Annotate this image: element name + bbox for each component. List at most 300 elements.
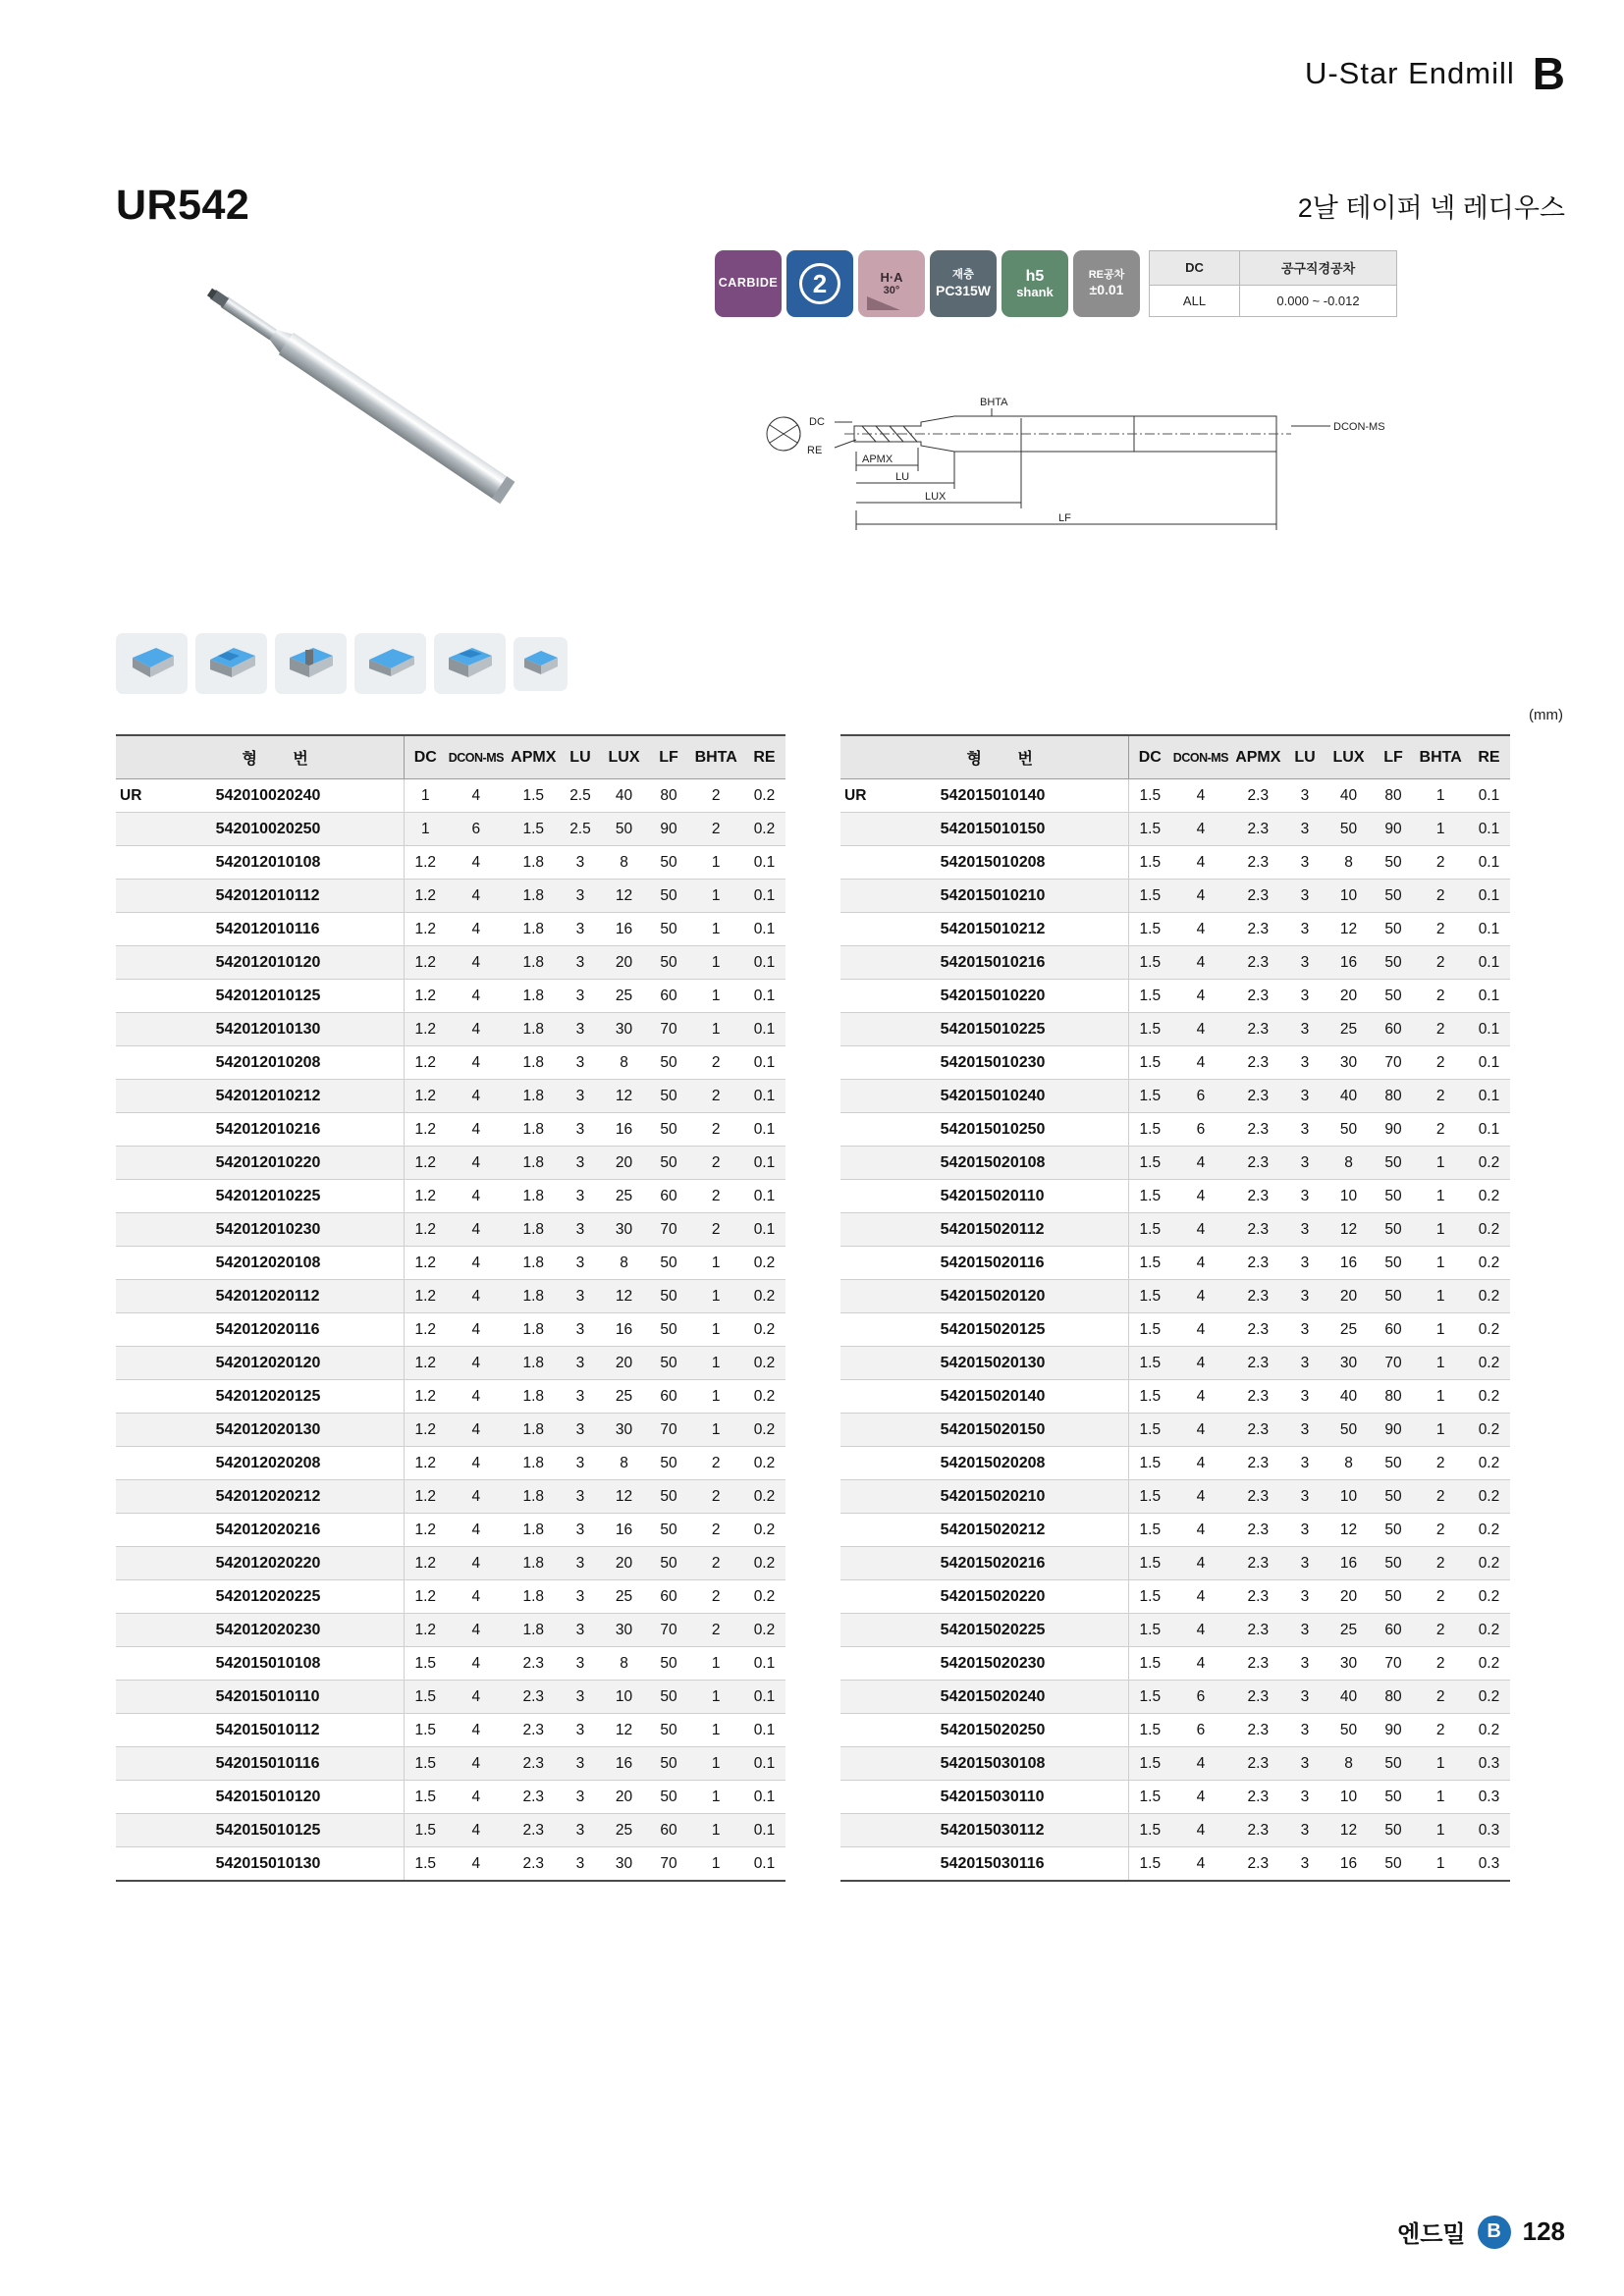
table-header-lf: LF xyxy=(649,735,689,779)
table-row xyxy=(840,1747,1510,1781)
table-row xyxy=(116,1414,785,1447)
cell-bhta: 1 xyxy=(1413,1313,1468,1347)
cell-bhta: 1 xyxy=(1413,1147,1468,1180)
row-prefix xyxy=(840,913,888,946)
cell-name: 542012020125 xyxy=(163,1380,405,1414)
cell-lux: 10 xyxy=(1324,1480,1373,1514)
cell-re: 0.1 xyxy=(1468,1113,1510,1147)
drawing-label-lux: LUX xyxy=(925,491,947,503)
cell-name: 542015010140 xyxy=(888,779,1129,813)
tolerance-value-diameter: 0.000 ~ -0.012 xyxy=(1240,285,1397,316)
cell-dcon-ms: 4 xyxy=(447,1147,506,1180)
cell-name: 542015020208 xyxy=(888,1447,1129,1480)
cell-lu: 3 xyxy=(562,1180,600,1213)
cell-bhta: 1 xyxy=(688,880,743,913)
angle-wedge-icon xyxy=(867,296,900,310)
cell-dcon-ms: 4 xyxy=(447,1380,506,1414)
cell-name: 542015020116 xyxy=(888,1247,1129,1280)
table-row xyxy=(840,1180,1510,1213)
cell-bhta: 1 xyxy=(1413,1347,1468,1380)
cell-apmx: 2.3 xyxy=(1230,1247,1286,1280)
table-row xyxy=(116,1547,785,1580)
cell-lf: 50 xyxy=(649,880,689,913)
cell-bhta: 2 xyxy=(688,1614,743,1647)
row-prefix xyxy=(116,1714,163,1747)
cell-bhta: 2 xyxy=(688,1046,743,1080)
cell-lu: 3 xyxy=(1286,1046,1325,1080)
cell-lux: 16 xyxy=(1324,1847,1373,1882)
cell-dcon-ms: 4 xyxy=(447,1681,506,1714)
cell-lf: 50 xyxy=(649,1781,689,1814)
table-row xyxy=(840,813,1510,846)
badge-flute-ring: 2 xyxy=(799,263,840,304)
cell-dc: 1.5 xyxy=(1128,1480,1170,1514)
cell-re: 0.1 xyxy=(743,1180,785,1213)
cell-lf: 50 xyxy=(1374,1480,1414,1514)
cell-apmx: 2.3 xyxy=(1230,1414,1286,1447)
cell-bhta: 1 xyxy=(1413,779,1468,813)
row-prefix xyxy=(840,1847,888,1882)
cell-lf: 50 xyxy=(649,1647,689,1681)
cell-apmx: 2.3 xyxy=(1230,1180,1286,1213)
row-prefix xyxy=(840,1347,888,1380)
table-header-dcon-ms: DCON-MS xyxy=(1171,735,1230,779)
table-row xyxy=(116,1046,785,1080)
cell-apmx: 1.8 xyxy=(506,1447,562,1480)
table-row xyxy=(116,1380,785,1414)
cell-dc: 1.5 xyxy=(1128,1847,1170,1882)
cell-re: 0.2 xyxy=(1468,1247,1510,1280)
cell-dc: 1.5 xyxy=(1128,1013,1170,1046)
cell-dcon-ms: 4 xyxy=(447,1414,506,1447)
drawing-label-dc: DC xyxy=(809,416,825,428)
cell-lux: 8 xyxy=(1324,846,1373,880)
cell-re: 0.1 xyxy=(743,1213,785,1247)
cell-bhta: 1 xyxy=(1413,1814,1468,1847)
cell-bhta: 1 xyxy=(688,1781,743,1814)
cell-dc: 1.2 xyxy=(404,880,446,913)
cell-lux: 8 xyxy=(1324,1447,1373,1480)
cell-apmx: 2.3 xyxy=(1230,1447,1286,1480)
cell-re: 0.1 xyxy=(743,946,785,980)
row-prefix xyxy=(840,1380,888,1414)
cell-lu: 3 xyxy=(562,1547,600,1580)
cell-dc: 1.5 xyxy=(404,1781,446,1814)
cell-name: 542012020116 xyxy=(163,1313,405,1347)
cell-re: 0.1 xyxy=(1468,980,1510,1013)
cell-re: 0.2 xyxy=(1468,1514,1510,1547)
cell-dc: 1.5 xyxy=(1128,1046,1170,1080)
cell-lu: 3 xyxy=(1286,946,1325,980)
cell-apmx: 2.3 xyxy=(1230,1580,1286,1614)
cell-lu: 3 xyxy=(1286,1313,1325,1347)
cell-re: 0.2 xyxy=(743,1313,785,1347)
ramping-icon xyxy=(434,633,506,694)
cell-lf: 50 xyxy=(649,1247,689,1280)
cell-name: 542010020250 xyxy=(163,813,405,846)
cell-lu: 2.5 xyxy=(562,779,600,813)
cell-name: 542015020112 xyxy=(888,1213,1129,1247)
model-subtitle: 2날 테이퍼 넥 레디우스 xyxy=(1297,193,1565,223)
cell-lf: 50 xyxy=(649,1747,689,1781)
cell-dcon-ms: 4 xyxy=(1171,913,1230,946)
cell-dc: 1.5 xyxy=(1128,1147,1170,1180)
footer-page-number: 128 xyxy=(1522,2216,1565,2246)
cell-bhta: 1 xyxy=(688,1847,743,1882)
cell-bhta: 2 xyxy=(1413,946,1468,980)
cell-lf: 50 xyxy=(1374,1847,1414,1882)
cell-name: 542015010220 xyxy=(888,980,1129,1013)
row-prefix: UR xyxy=(840,779,888,813)
profile-milling-icon xyxy=(354,633,426,694)
row-prefix xyxy=(116,1046,163,1080)
cell-lux: 25 xyxy=(599,1180,648,1213)
cell-lux: 50 xyxy=(599,813,648,846)
cell-re: 0.3 xyxy=(1468,1781,1510,1814)
badge-coat-line1: 재층 xyxy=(951,268,975,281)
cell-name: 542010020240 xyxy=(163,779,405,813)
cell-lf: 70 xyxy=(649,1013,689,1046)
cell-lf: 50 xyxy=(1374,913,1414,946)
row-prefix xyxy=(840,1614,888,1647)
cell-apmx: 1.8 xyxy=(506,946,562,980)
table-row xyxy=(116,980,785,1013)
cell-lu: 2.5 xyxy=(562,813,600,846)
cell-dc: 1.5 xyxy=(1128,1781,1170,1814)
cell-lf: 70 xyxy=(649,1414,689,1447)
cell-lux: 40 xyxy=(1324,1080,1373,1113)
table-row xyxy=(840,779,1510,813)
row-prefix xyxy=(840,813,888,846)
cell-lf: 70 xyxy=(1374,1347,1414,1380)
cell-lf: 50 xyxy=(649,1514,689,1547)
cell-lu: 3 xyxy=(1286,1781,1325,1814)
cell-dc: 1.2 xyxy=(404,980,446,1013)
table-row xyxy=(116,1147,785,1180)
table-row xyxy=(840,1247,1510,1280)
cell-apmx: 2.3 xyxy=(506,1814,562,1847)
cell-lux: 12 xyxy=(599,1280,648,1313)
cell-apmx: 2.3 xyxy=(1230,980,1286,1013)
cell-name: 542015030108 xyxy=(888,1747,1129,1781)
cell-name: 542015010216 xyxy=(888,946,1129,980)
cell-lu: 3 xyxy=(1286,1647,1325,1681)
cell-re: 0.2 xyxy=(743,1614,785,1647)
cell-re: 0.1 xyxy=(1468,946,1510,980)
cell-lux: 12 xyxy=(599,1080,648,1113)
cell-lux: 25 xyxy=(599,1814,648,1847)
row-prefix: UR xyxy=(116,779,163,813)
model-number: UR542 xyxy=(116,182,250,229)
table-row xyxy=(116,1681,785,1714)
row-prefix xyxy=(116,1280,163,1313)
cell-bhta: 2 xyxy=(1413,1580,1468,1614)
cell-apmx: 1.8 xyxy=(506,1046,562,1080)
cell-lu: 3 xyxy=(1286,1080,1325,1113)
cell-lf: 50 xyxy=(1374,1547,1414,1580)
cell-dcon-ms: 4 xyxy=(1171,1414,1230,1447)
cell-dc: 1.2 xyxy=(404,1614,446,1647)
cell-lux: 25 xyxy=(599,1380,648,1414)
cell-lux: 10 xyxy=(1324,880,1373,913)
row-prefix xyxy=(116,1180,163,1213)
cell-dc: 1.5 xyxy=(1128,1213,1170,1247)
cell-lf: 50 xyxy=(1374,1580,1414,1614)
cell-lux: 10 xyxy=(1324,1781,1373,1814)
cell-dcon-ms: 4 xyxy=(447,1447,506,1480)
cell-dcon-ms: 4 xyxy=(447,1080,506,1113)
cell-dcon-ms: 4 xyxy=(1171,1580,1230,1614)
cell-name: 542015020216 xyxy=(888,1547,1129,1580)
cell-dcon-ms: 4 xyxy=(1171,1447,1230,1480)
spec-table-left xyxy=(116,734,785,1882)
cell-lf: 50 xyxy=(649,913,689,946)
cell-dcon-ms: 4 xyxy=(447,779,506,813)
cell-dcon-ms: 4 xyxy=(1171,1247,1230,1280)
cell-dc: 1.5 xyxy=(1128,913,1170,946)
cell-lu: 3 xyxy=(1286,913,1325,946)
cell-dcon-ms: 4 xyxy=(1171,1647,1230,1681)
cell-dc: 1.2 xyxy=(404,1147,446,1180)
cell-name: 542015010210 xyxy=(888,880,1129,913)
cell-lf: 70 xyxy=(1374,1046,1414,1080)
cell-dc: 1.2 xyxy=(404,1313,446,1347)
cell-name: 542015010125 xyxy=(163,1814,405,1847)
cell-lf: 90 xyxy=(1374,1113,1414,1147)
row-prefix xyxy=(116,1781,163,1814)
table-row xyxy=(116,1013,785,1046)
tolerance-value-dc: ALL xyxy=(1150,285,1240,316)
badge-coat-line2: PC315W xyxy=(935,282,992,298)
cell-lu: 3 xyxy=(562,846,600,880)
cell-bhta: 2 xyxy=(1413,1514,1468,1547)
row-prefix xyxy=(116,1614,163,1647)
table-header-dc: DC xyxy=(404,735,446,779)
cell-lux: 30 xyxy=(599,1614,648,1647)
row-prefix xyxy=(840,1013,888,1046)
cell-dc: 1.2 xyxy=(404,1347,446,1380)
cell-apmx: 1.8 xyxy=(506,846,562,880)
cell-re: 0.1 xyxy=(743,1681,785,1714)
table-row xyxy=(116,913,785,946)
table-row xyxy=(840,1347,1510,1380)
cell-lux: 25 xyxy=(599,980,648,1013)
cell-lf: 50 xyxy=(649,1080,689,1113)
cell-name: 542012020230 xyxy=(163,1614,405,1647)
cell-lf: 60 xyxy=(649,1814,689,1847)
row-prefix xyxy=(116,1113,163,1147)
cell-re: 0.2 xyxy=(1468,1580,1510,1614)
row-prefix xyxy=(116,1414,163,1447)
cell-bhta: 1 xyxy=(688,1280,743,1313)
table-row xyxy=(840,1080,1510,1113)
cell-re: 0.2 xyxy=(1468,1614,1510,1647)
cell-lu: 3 xyxy=(1286,1480,1325,1514)
table-row xyxy=(116,1213,785,1247)
cell-lux: 40 xyxy=(599,779,648,813)
row-prefix xyxy=(116,1681,163,1714)
cell-name: 542015010250 xyxy=(888,1113,1129,1147)
cell-lux: 30 xyxy=(1324,1046,1373,1080)
table-header-apmx: APMX xyxy=(1230,735,1286,779)
cell-name: 542012010116 xyxy=(163,913,405,946)
cell-re: 0.2 xyxy=(1468,1213,1510,1247)
table-row xyxy=(116,1113,785,1147)
cell-bhta: 2 xyxy=(1413,1547,1468,1580)
table-row xyxy=(840,1681,1510,1714)
table-header-name: 형 번 xyxy=(163,735,405,779)
row-prefix xyxy=(116,813,163,846)
table-row xyxy=(840,980,1510,1013)
cell-name: 542015020225 xyxy=(888,1614,1129,1647)
cell-dcon-ms: 4 xyxy=(447,1714,506,1747)
cell-apmx: 2.3 xyxy=(1230,1647,1286,1681)
cell-lf: 60 xyxy=(649,1180,689,1213)
cell-dcon-ms: 6 xyxy=(1171,1714,1230,1747)
row-prefix xyxy=(840,1681,888,1714)
cell-dcon-ms: 4 xyxy=(447,1347,506,1380)
cell-lux: 16 xyxy=(599,1313,648,1347)
cell-dc: 1.2 xyxy=(404,1113,446,1147)
cell-re: 0.2 xyxy=(1468,1347,1510,1380)
cell-re: 0.2 xyxy=(1468,1380,1510,1414)
cell-dc: 1.5 xyxy=(1128,1714,1170,1747)
row-prefix xyxy=(840,1781,888,1814)
cell-dcon-ms: 4 xyxy=(1171,1280,1230,1313)
table-row xyxy=(116,1614,785,1647)
cell-bhta: 2 xyxy=(688,1547,743,1580)
cell-dcon-ms: 4 xyxy=(1171,1313,1230,1347)
table-row xyxy=(116,846,785,880)
cell-name: 542015010112 xyxy=(163,1714,405,1747)
table-row xyxy=(116,1747,785,1781)
table-row xyxy=(840,1213,1510,1247)
cell-dc: 1.5 xyxy=(1128,1447,1170,1480)
cell-lf: 90 xyxy=(1374,1714,1414,1747)
header-title: U-Star Endmill xyxy=(1304,56,1515,90)
cell-dcon-ms: 4 xyxy=(1171,1781,1230,1814)
cell-re: 0.2 xyxy=(1468,1414,1510,1447)
cell-lf: 90 xyxy=(1374,1414,1414,1447)
row-prefix xyxy=(840,846,888,880)
badge-shank-line1: h5 xyxy=(1025,268,1045,286)
row-prefix xyxy=(840,1280,888,1313)
cell-dcon-ms: 4 xyxy=(447,1547,506,1580)
cell-name: 542012020225 xyxy=(163,1580,405,1614)
cell-lu: 3 xyxy=(1286,1247,1325,1280)
cell-name: 542012010225 xyxy=(163,1180,405,1213)
cell-lu: 3 xyxy=(562,1280,600,1313)
cell-lf: 50 xyxy=(649,1714,689,1747)
cell-lux: 20 xyxy=(599,1547,648,1580)
cell-lf: 50 xyxy=(649,1347,689,1380)
cell-bhta: 2 xyxy=(688,1514,743,1547)
table-row xyxy=(116,813,785,846)
cell-apmx: 1.5 xyxy=(506,779,562,813)
cell-lux: 20 xyxy=(599,1781,648,1814)
cell-lu: 3 xyxy=(562,1614,600,1647)
cell-lu: 3 xyxy=(562,1414,600,1447)
cell-name: 542015010150 xyxy=(888,813,1129,846)
cell-lux: 30 xyxy=(1324,1347,1373,1380)
cell-apmx: 1.8 xyxy=(506,880,562,913)
table-row xyxy=(116,1313,785,1347)
cell-bhta: 2 xyxy=(688,1580,743,1614)
cell-bhta: 2 xyxy=(1413,913,1468,946)
cell-dcon-ms: 4 xyxy=(1171,1480,1230,1514)
cell-lu: 3 xyxy=(562,1380,600,1414)
cell-dcon-ms: 4 xyxy=(447,1814,506,1847)
drawing-label-dcon-ms: DCON-MS xyxy=(1333,421,1385,433)
cell-lf: 90 xyxy=(1374,813,1414,846)
cell-lux: 50 xyxy=(1324,813,1373,846)
row-prefix xyxy=(840,1247,888,1280)
cell-dc: 1.5 xyxy=(404,1814,446,1847)
table-row xyxy=(840,1614,1510,1647)
cell-bhta: 2 xyxy=(1413,1647,1468,1681)
table-header-dcon-ms: DCON-MS xyxy=(447,735,506,779)
cell-lf: 50 xyxy=(649,1113,689,1147)
cell-bhta: 2 xyxy=(1413,1614,1468,1647)
table-row xyxy=(840,1647,1510,1681)
cell-bhta: 2 xyxy=(688,1213,743,1247)
cell-bhta: 1 xyxy=(688,1647,743,1681)
cell-lf: 50 xyxy=(1374,1447,1414,1480)
cell-dc: 1.5 xyxy=(1128,880,1170,913)
cell-dc: 1.5 xyxy=(1128,1681,1170,1714)
cell-lux: 16 xyxy=(1324,1547,1373,1580)
cell-lu: 3 xyxy=(1286,1347,1325,1380)
cell-apmx: 2.3 xyxy=(1230,1147,1286,1180)
cell-lu: 3 xyxy=(562,1213,600,1247)
row-prefix xyxy=(840,1313,888,1347)
cell-dc: 1.5 xyxy=(404,1647,446,1681)
cell-lf: 50 xyxy=(649,946,689,980)
cell-name: 542012020208 xyxy=(163,1447,405,1480)
cell-lu: 3 xyxy=(1286,1414,1325,1447)
cell-lu: 3 xyxy=(1286,1180,1325,1213)
cell-dcon-ms: 4 xyxy=(1171,880,1230,913)
cell-lux: 12 xyxy=(1324,913,1373,946)
table-header-apmx: APMX xyxy=(506,735,562,779)
cell-bhta: 1 xyxy=(688,1347,743,1380)
cell-lu: 3 xyxy=(562,1714,600,1747)
cell-name: 542015030112 xyxy=(888,1814,1129,1847)
cell-lux: 16 xyxy=(599,913,648,946)
cell-apmx: 2.3 xyxy=(1230,1714,1286,1747)
cell-re: 0.1 xyxy=(1468,846,1510,880)
row-prefix xyxy=(840,1113,888,1147)
drawing-label-bhta: BHTA xyxy=(980,397,1008,408)
cell-lf: 50 xyxy=(1374,1814,1414,1847)
cell-lu: 3 xyxy=(562,1781,600,1814)
cell-lu: 3 xyxy=(1286,1580,1325,1614)
row-prefix xyxy=(116,880,163,913)
cell-lu: 3 xyxy=(1286,1147,1325,1180)
cell-apmx: 2.3 xyxy=(1230,1781,1286,1814)
table-row xyxy=(116,1347,785,1380)
cell-bhta: 1 xyxy=(688,1814,743,1847)
cell-apmx: 2.3 xyxy=(1230,1080,1286,1113)
cell-bhta: 1 xyxy=(688,1313,743,1347)
cell-lu: 3 xyxy=(1286,1280,1325,1313)
table-row xyxy=(840,946,1510,980)
cell-re: 0.2 xyxy=(1468,1681,1510,1714)
cell-apmx: 1.8 xyxy=(506,1280,562,1313)
cell-bhta: 2 xyxy=(1413,846,1468,880)
cell-dc: 1.5 xyxy=(1128,779,1170,813)
cell-apmx: 1.8 xyxy=(506,1580,562,1614)
